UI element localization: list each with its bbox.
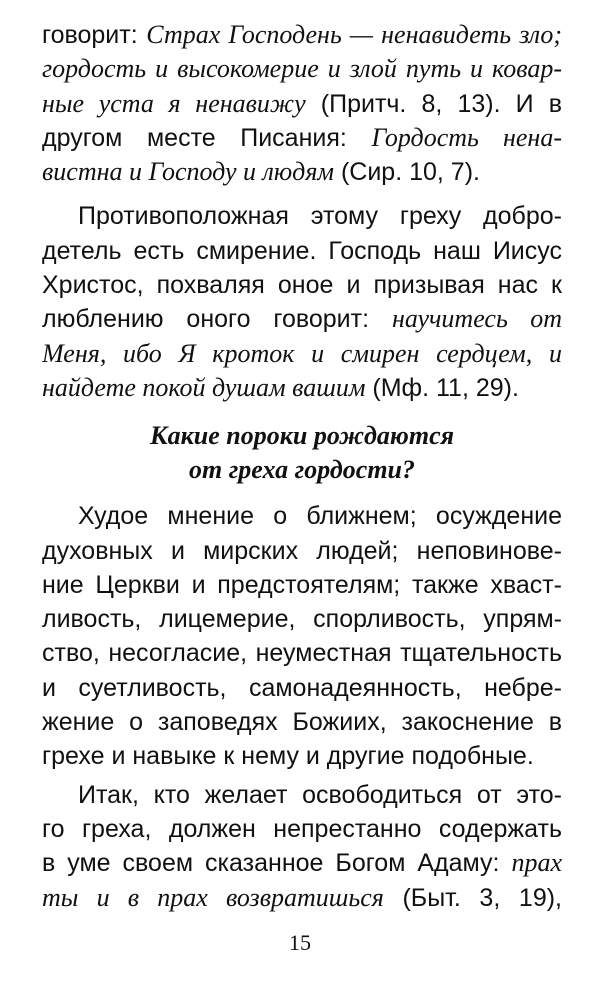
text-line: [42, 18, 562, 52]
page-number: 15: [289, 930, 311, 955]
text-run: духовных и мирских людей; неповинове-: [42, 536, 562, 565]
text-run: детель есть смирение. Господь наш Иисус: [42, 236, 562, 265]
text-line: [42, 199, 562, 233]
text-run: жение о заповедях Божиих, закоснение в: [42, 708, 562, 737]
text-line: [42, 302, 562, 336]
heading-line-2: от греха гордости?: [188, 455, 416, 485]
text-line: [42, 121, 562, 155]
text-run: (Мф. 11, 29).: [365, 373, 519, 402]
paragraph-3: [42, 499, 562, 773]
quote-run: ные уста я ненавижу: [42, 88, 306, 118]
book-page-text: [42, 18, 562, 915]
text-line: [42, 155, 562, 189]
quote-run: прах: [511, 848, 562, 878]
quote-run: вистна и Господу и людям: [42, 157, 334, 187]
text-run: Христос, похваляя оное и призывая нас к: [42, 271, 562, 300]
text-line: [42, 881, 562, 915]
text-run: в уме своем сказанное Богом Адаму:: [42, 849, 512, 878]
paragraph-2: [42, 199, 562, 405]
text-run: грехе и навыке к нему и другие подобные.: [42, 742, 534, 771]
text-run: Худое мнение о ближнем; осуждение: [78, 502, 562, 531]
text-run: Итак, кто желает освободиться от это-: [78, 780, 562, 809]
text-run: другом месте Писания:: [42, 123, 372, 152]
quote-run: найдете покой душам вашим: [42, 372, 366, 402]
text-line: [42, 268, 562, 302]
text-line: [42, 705, 562, 739]
quote-run: Страх Господень — ненавидеть зло;: [146, 20, 562, 49]
text-line: [42, 778, 562, 812]
quote-run: гордость и высокомерие и злой путь и ковар-: [42, 54, 562, 84]
text-run: (Сир. 10, 7).: [334, 158, 480, 187]
section-heading: [42, 419, 562, 487]
text-line: [42, 534, 562, 568]
quote-run: Гордость нена-: [371, 122, 562, 152]
quote-run: ты и в прах возвратишься: [42, 882, 384, 912]
text-line: [42, 499, 562, 533]
text-run: (Быт. 3, 19),: [383, 883, 562, 912]
text-run: ние Церкви и предстоятелям; также хваст-: [42, 570, 562, 599]
text-run: го греха, должен непрестанно содержать: [42, 814, 562, 843]
text-line: [42, 234, 562, 268]
text-line: [42, 812, 562, 846]
text-line: [42, 671, 562, 705]
paragraph-4: [42, 778, 562, 915]
text-line: [42, 602, 562, 636]
text-line: [42, 87, 562, 121]
text-line: [42, 846, 562, 880]
text-run: (Притч. 8, 13). И в: [305, 89, 562, 118]
text-run: люблению оного говорит:: [42, 305, 392, 334]
text-line: [42, 568, 562, 602]
text-line: [42, 52, 562, 86]
text-line: [42, 371, 562, 405]
heading-line-1: Какие пороки рождаются: [149, 421, 455, 451]
quote-run: Меня, ибо Я кроток и смирен сердцем, и: [42, 338, 562, 368]
text-line: [42, 739, 562, 773]
text-line: [42, 636, 562, 670]
text-run: говорит:: [42, 21, 147, 49]
text-run: и суетливость, самонадеянность, небре-: [42, 673, 562, 702]
quote-run: научитесь от: [391, 304, 562, 334]
text-run: ливость, лицемерие, спорливость, упрям-: [42, 605, 562, 634]
text-run: ство, несогласие, неуместная тщательность: [42, 639, 562, 668]
text-line: [42, 337, 562, 371]
paragraph-1: [42, 18, 562, 189]
text-run: Противоположная этому греху добро-: [78, 202, 562, 231]
